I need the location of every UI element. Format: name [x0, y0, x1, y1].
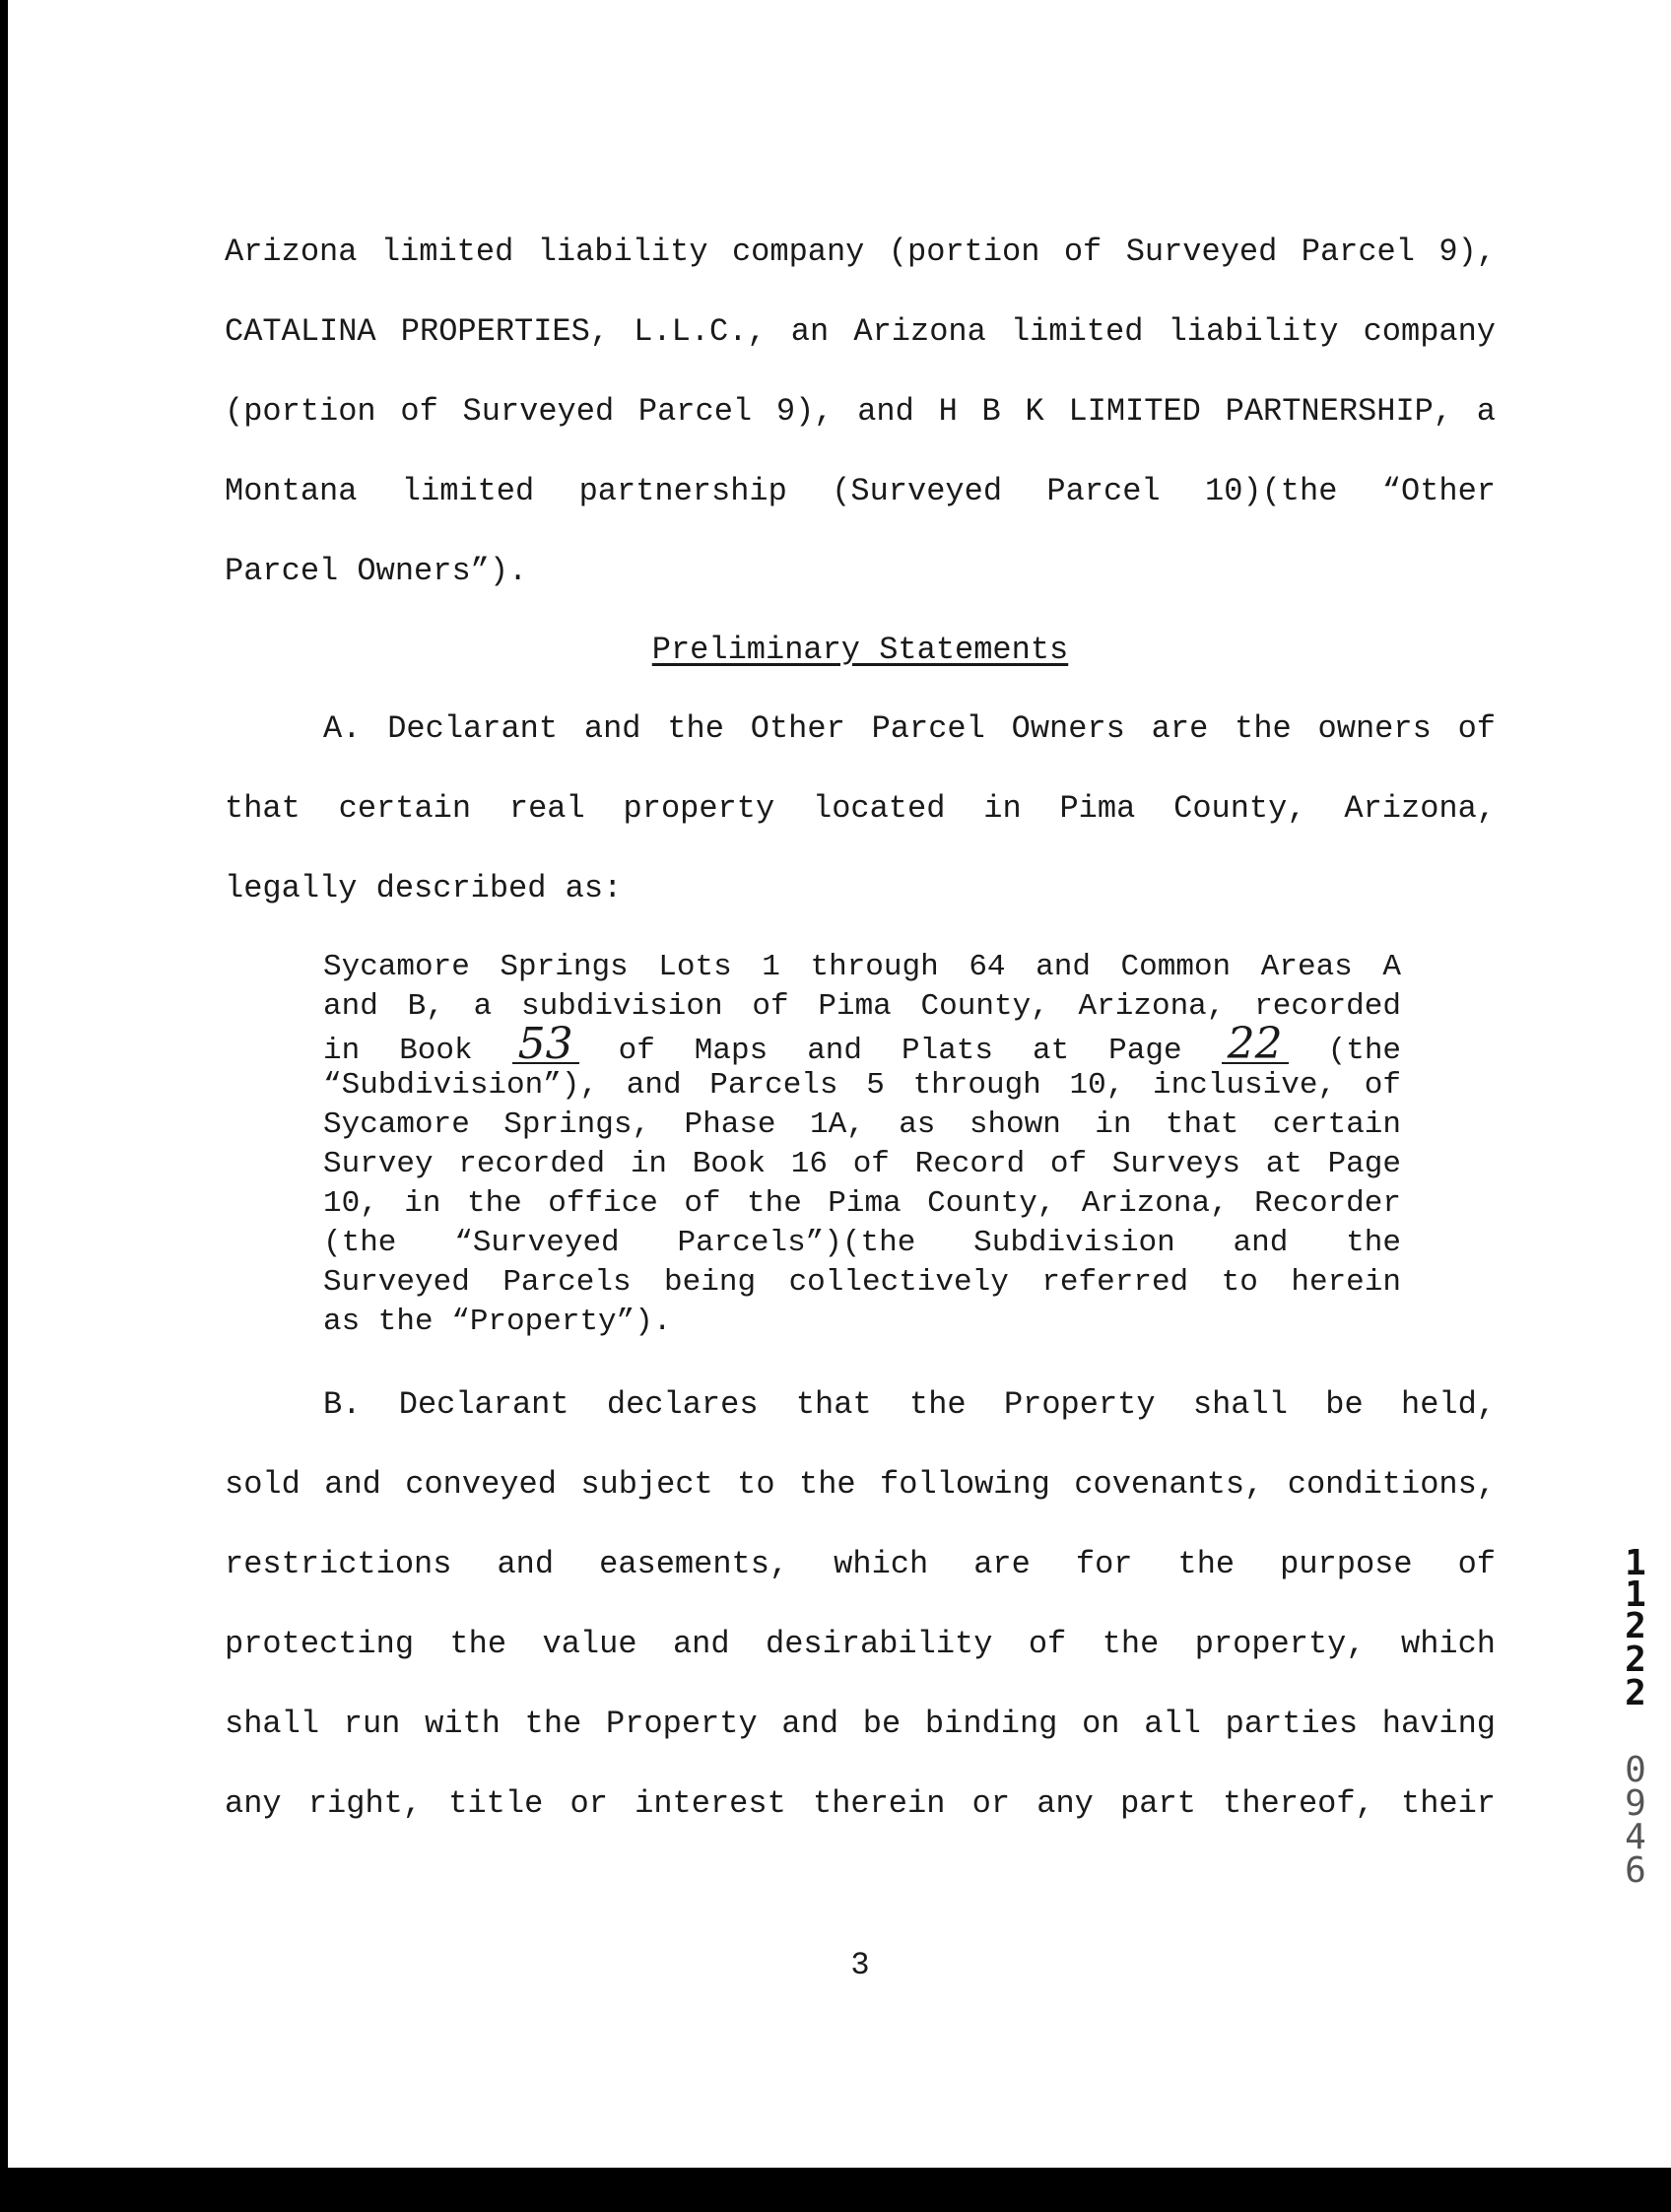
recorder-stamp-digit: 0 — [1625, 1750, 1646, 1790]
legal-description-line-5: Sycamore Springs, Phase 1A, as shown in that certain — [323, 1107, 1401, 1142]
legal-description-line-3 — [323, 1019, 1402, 1071]
recorder-stamp-digit: 1 — [1625, 1575, 1646, 1615]
recorder-stamp-digit: 9 — [1625, 1783, 1646, 1824]
legal-description-line-6: Survey recorded in Book 16 of Record of Surveys at Page — [323, 1147, 1401, 1181]
intro-line-1: Arizona limited liability company (portion of Surveyed Parcel 9), — [225, 234, 1496, 270]
para-a-line-2: that certain real property located in Pima County, Arizona, — [225, 790, 1496, 827]
legal-description-the: (the — [1327, 1034, 1402, 1068]
legal-description-line-4: “Subdivision”), and Parcels 5 through 10, inclusive, of — [323, 1068, 1401, 1103]
para-b-line-5: shall run with the Property and be binding on all parties having — [225, 1706, 1496, 1742]
recorder-stamp-digit: 2 — [1625, 1606, 1646, 1646]
page-number: 3 — [850, 1947, 870, 1983]
recorder-stamp-digit: 4 — [1625, 1817, 1646, 1857]
para-b-line-1: B. Declarant declares that the Property shall be held, — [323, 1386, 1496, 1423]
legal-description-maps-plats: of Maps and Plats at Page — [618, 1034, 1182, 1068]
para-b-line-2: sold and conveyed subject to the following covenants, conditions, — [225, 1466, 1496, 1503]
para-b-line-6: any right, title or interest therein or any part thereof, their — [225, 1785, 1496, 1822]
para-b-line-3: restrictions and easements, which are for the purpose of — [225, 1546, 1496, 1582]
para-a-line-1: A. Declarant and the Other Parcel Owners are the owners of — [323, 710, 1496, 747]
handwritten-page-number: 22 — [1222, 1027, 1289, 1064]
legal-description-line-10: as the “Property”). — [323, 1305, 672, 1339]
legal-description-in-book: in Book — [323, 1034, 473, 1068]
legal-description-line-2: and B, a subdivision of Pima County, Arizona, recorded — [323, 989, 1401, 1024]
recorder-stamp-digit: 2 — [1625, 1640, 1646, 1680]
para-b-line-4: protecting the value and desirability of the property, which — [225, 1626, 1496, 1662]
legal-description-line-8: (the “Surveyed Parcels”)(the Subdivision and the — [323, 1226, 1401, 1260]
intro-line-5: Parcel Owners”). — [225, 553, 528, 589]
legal-description-line-1: Sycamore Springs Lots 1 through 64 and Common Areas A — [323, 950, 1401, 984]
intro-line-3: (portion of Surveyed Parcel 9), and H B K LIMITED PARTNERSHIP, a — [225, 393, 1496, 430]
section-heading-text: Preliminary Statements — [651, 632, 1069, 668]
recorder-stamp-digit: 6 — [1625, 1850, 1646, 1891]
legal-description-line-9: Surveyed Parcels being collectively referred to herein — [323, 1265, 1401, 1300]
intro-line-2: CATALINA PROPERTIES, L.L.C., an Arizona limited liability company — [225, 313, 1496, 350]
document-paper — [8, 0, 1671, 2168]
section-heading — [225, 631, 1496, 670]
legal-description-line-7: 10, in the office of the Pima County, Arizona, Recorder — [323, 1186, 1401, 1221]
recorder-stamp-digit: 1 — [1625, 1543, 1646, 1583]
para-a-line-3: legally described as: — [225, 870, 623, 906]
handwritten-book-number: 53 — [512, 1027, 579, 1064]
intro-line-4: Montana limited partnership (Surveyed Parcel 10)(the “Other — [225, 473, 1496, 509]
recorder-stamp-digit: 2 — [1625, 1673, 1646, 1713]
